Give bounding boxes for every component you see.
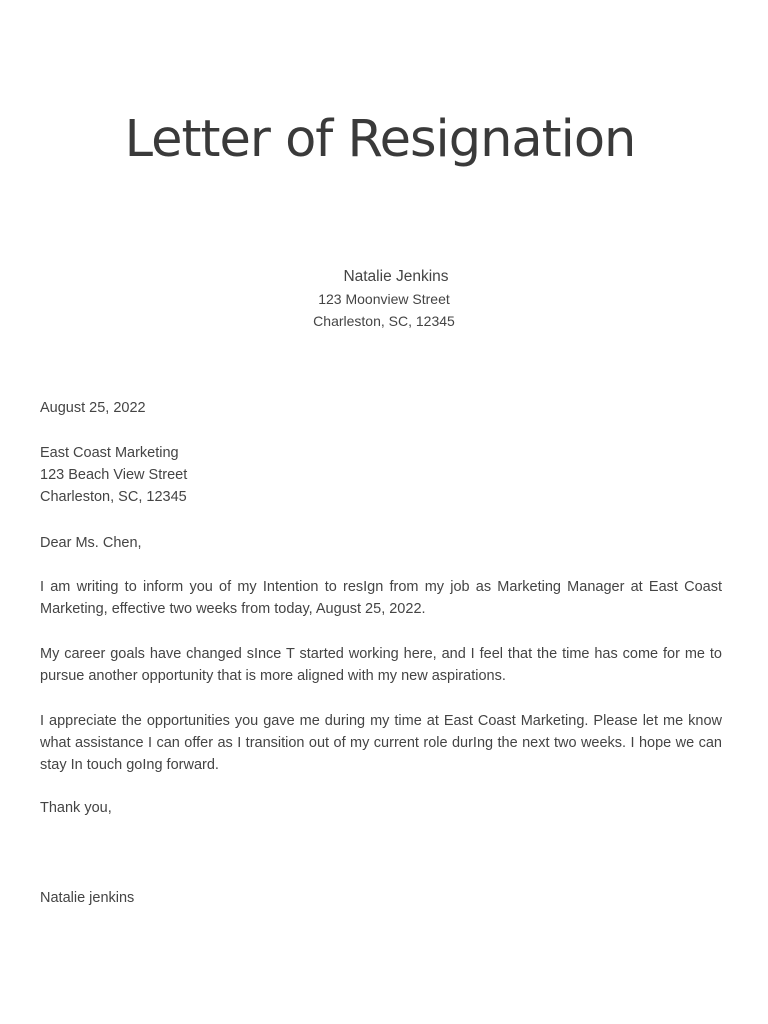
sender-street: 123 Moonview Street [318, 291, 450, 307]
salutation: Dear Ms. Chen, [40, 535, 142, 551]
recipient-company: East Coast Marketing [40, 445, 179, 461]
body-paragraph-2: My career goals have changed sInce T started working here, and I feel that the time has come for me to pursue another opportunity that is more aligned with my new aspirations. [40, 646, 722, 684]
recipient-city: Charleston, SC, 12345 [40, 489, 187, 505]
letter-date: August 25, 2022 [40, 400, 146, 416]
sender-address-block [0, 266, 768, 332]
sender-name: Natalie Jenkins [343, 268, 449, 285]
recipient-street: 123 Beach View Street [40, 467, 188, 483]
closing: Thank you, [40, 800, 112, 816]
document-title: Letter of Resignation [124, 110, 636, 169]
recipient-address-block [40, 442, 720, 508]
signature-name: Natalie jenkins [40, 890, 135, 906]
body-paragraph-1: I am writing to inform you of my Intention to resIgn from my job as Marketing Manager at East Coast Marketing, effective two weeks from today, August 25, 2022. [40, 579, 722, 617]
body-paragraph-3: I appreciate the opportunities you gave me during my time at East Coast Marketing. Please let me know what assistance I can offer as I transition out of my current role durIng the next two weeks. I hope we can stay In touch goIng forward. [40, 713, 722, 773]
sender-city: Charleston, SC, 12345 [313, 313, 455, 329]
